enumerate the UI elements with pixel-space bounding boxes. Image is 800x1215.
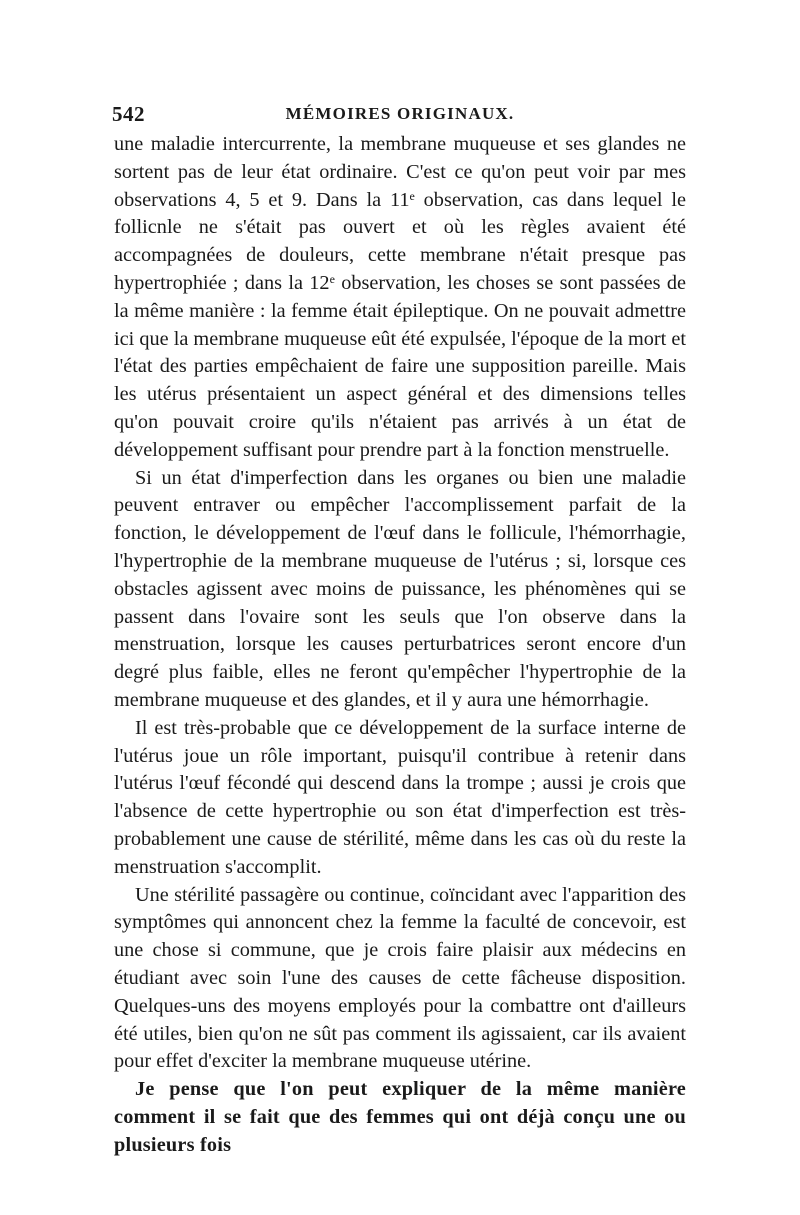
page-header	[112, 102, 688, 128]
superscript-e: e	[409, 188, 415, 203]
paragraph-1-text-b: observation, cas dans lequel le follicnle ne s'était pas ouvert et où les règles avaient été accompagnées de douleurs, cette membrane n'était presque pas hypertrophiée ; dans la 12	[114, 188, 686, 294]
paragraph-3: Il est très-probable que ce développement de la surface interne de l'utérus joue un rôle important, puisqu'il contribue à retenir dans l'utérus l'œuf fécondé qui descend dans la trompe ; aussi je crois que l'absence de cette hypertrophie ou son état d'imperfection est très-probablement une cause de stérilité, même dans les cas où du reste la menstruation s'accomplit.	[114, 716, 686, 878]
paragraph-1	[114, 131, 686, 465]
paragraph-1-text-c: observation, les choses se sont passées de la même manière : la femme était épileptique. On ne pouvait admettre ici que la membrane muqueuse eût été expulsée, l'époque de la mort et l'état des parties empêchaient de faire une supposition pareille. Mais les utérus présentaient un aspect général et des dimensions telles qu'on pouvait croire qu'ils n'étaient pas arrivés à un état de développement suffisant pour prendre part à la fonction menstruelle.	[114, 271, 686, 461]
body-text	[114, 131, 686, 1159]
running-title: MÉMOIRES ORIGINAUX.	[285, 104, 515, 123]
superscript-e: e	[329, 271, 335, 286]
paragraph-2: Si un état d'imperfection dans les organes ou bien une maladie peuvent entraver ou empêcher l'accomplissement parfait de la fonction, le développement de l'œuf dans le follicule, l'hémorrhagie, l'hypertrophie de la membrane muqueuse de l'utérus ; si, lorsque ces obstacles agissent avec moins de puissance, les phénomènes qui se passent dans l'ovaire sont les seuls que l'on observe dans la menstruation, lorsque les causes perturbatrices seront encore d'un degré plus faible, elles ne feront qu'empêcher l'hypertrophie de la membrane muqueuse et des glandes, et il y aura une hémorrhagie.	[114, 466, 686, 711]
paragraph-4: Une stérilité passagère ou continue, coïncidant avec l'apparition des symptômes qui annoncent chez la femme la faculté de concevoir, est une chose si commune, que je crois faire plaisir aux médecins en étudiant avec soin l'une des causes de cette fâcheuse disposition. Quelques-uns des moyens employés pour la combattre ont d'ailleurs été utiles, bien qu'on ne sût pas comment ils agissaient, car ils avaient pour effet d'exciter la membrane muqueuse utérine.	[114, 883, 686, 1073]
paragraph-5: Je pense que l'on peut expliquer de la même manière comment il se fait que des femmes qui ont déjà conçu une ou plusieurs fois	[114, 1078, 686, 1156]
page-number: 542	[112, 102, 145, 126]
paragraph-1-text-a: une maladie intercurrente, la membrane muqueuse et ses glandes ne sortent pas de leur état ordinaire. C'est ce qu'on peut voir par mes observations 4, 5 et 9. Dans la 11	[114, 133, 686, 211]
